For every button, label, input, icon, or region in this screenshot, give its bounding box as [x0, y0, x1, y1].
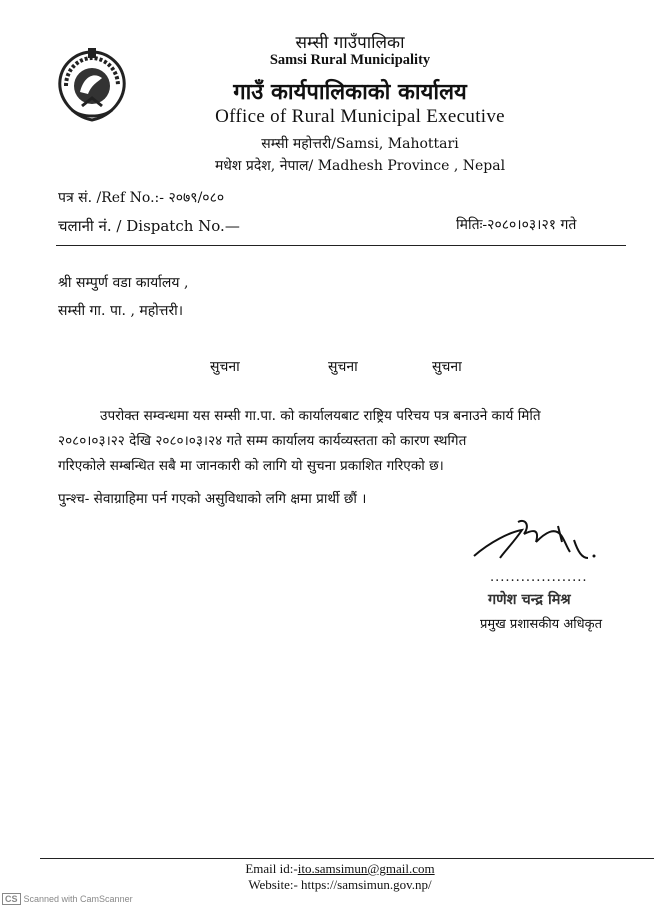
camscanner-text: Scanned with CamScanner	[23, 894, 133, 904]
header-nepali-name: सम्सी गाउँपालिका	[295, 33, 405, 53]
signatory-name: गणेश चन्द्र मिश्र	[488, 591, 571, 608]
footer-website[interactable]: Website:- https://samsimun.gov.np/	[248, 877, 432, 892]
email-label: Email id:-	[245, 861, 298, 876]
postscript: पुन्श्च- सेवाग्राहिमा पर्न गएको असुविधाको लगि क्षमा प्रार्थी छौं ।	[58, 491, 367, 507]
header-english-office: Office of Rural Municipal Executive	[215, 106, 505, 127]
dispatch-number: चलानी नं. / Dispatch No.—	[58, 217, 240, 235]
signatory-title: प्रमुख प्रशासकीय अधिकृत	[480, 617, 603, 632]
ref-number: पत्र सं. /Ref No.:- २०७९/०८०	[58, 190, 225, 206]
header-nepali-office: गाउँ कार्यपालिकाको कार्यालय	[233, 79, 467, 105]
camscanner-badge: CS	[2, 893, 21, 905]
header-english-name: Samsi Rural Municipality	[269, 52, 431, 68]
header-province: मधेश प्रदेश, नेपाल/ Madhesh Province , Nepal	[214, 158, 506, 174]
body-line-2: २०८०।०३।२२ देखि २०८०।०३।२४ गते सम्म कार्यालय कार्यव्यस्तता को कारण स्थगित	[58, 433, 467, 449]
signature-line: ...................	[490, 570, 588, 585]
header-divider	[56, 245, 626, 246]
recipient-line-2: सम्सी गा. पा. , महोत्तरी।	[58, 303, 184, 319]
header-address: सम्सी महोत्तरी/Samsi, Mahottari	[261, 136, 459, 152]
body-line-1: उपरोक्त सम्वन्धमा यस सम्सी गा.पा. को कार्यालयबाट राष्ट्रिय परिचय पत्र बनाउने कार्य मिति	[100, 408, 541, 424]
notice-heading: सुचना	[328, 359, 358, 375]
letter-date: मितिः-२०८०।०३।२१ गते	[456, 217, 577, 233]
body-line-3: गरिएकोले सम्बन्धित सबै मा जानकारी को लागि यो सुचना प्रकाशित गरिएको छ।	[58, 458, 444, 474]
scanner-watermark	[2, 893, 133, 905]
email-link[interactable]: ito.samsimun@gmail.com	[297, 861, 435, 876]
footer-email	[0, 861, 660, 877]
notice-heading: सुचना	[210, 359, 240, 375]
recipient-line-1: श्री सम्पुर्ण वडा कार्यालय ,	[58, 275, 189, 291]
footer-divider	[40, 858, 654, 859]
notice-heading: सुचना	[432, 359, 462, 375]
